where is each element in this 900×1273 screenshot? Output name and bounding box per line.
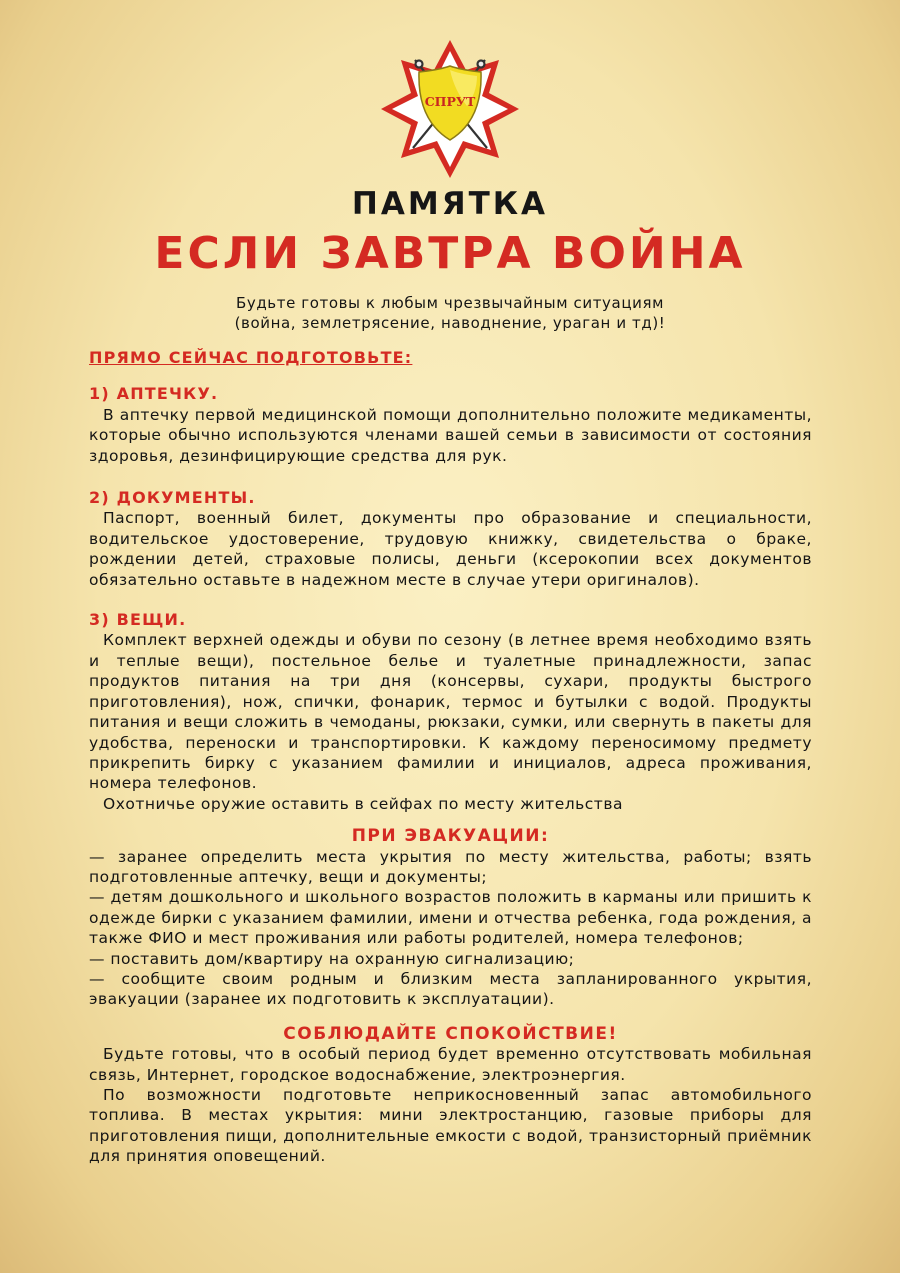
sprut-logo: [381, 40, 519, 178]
main-content: [89, 348, 812, 1167]
intro: [0, 293, 900, 333]
intro-line-1: Будьте готовы к любым чрезвычайным ситуациям: [235, 294, 665, 312]
intro-line-2: (война, землетрясение, наводнение, ураган и тд)!: [234, 314, 666, 332]
evacuation-item: — сообщите своим родным и близким места запланированного укрытия, эвакуации (заранее их подготовить к эксплуатации).: [89, 969, 812, 1009]
section-text-things: Комплект верхней одежды и обуви по сезону (в летнее время необходимо взять и теплые вещи), постельное белье и туалетные принадлежности, запас продуктов питания на три дня (консервы, сухари, продукты быстрого приготовления), нож, спички, фонарик, термос и бутылки с водой. Продукты питания и вещи сложить в чемоданы, рюкзаки, сумки, или свернуть в пакеты для удобства, переноски и транспортировки. К каждому переносимому предмету прикрепить бирку с указанием фамилии и инициалов, адреса проживания, номера телефонов.: [89, 631, 812, 793]
page-title: ЕСЛИ ЗАВТРА ВОЙНА: [154, 228, 746, 279]
section-text-weapons: Охотничье оружие оставить в сейфах по месту жительства: [103, 794, 623, 813]
section-heading-things: 3) ВЕЩИ.: [89, 610, 187, 630]
section-heading-documents: 2) ДОКУМЕНТЫ.: [89, 488, 256, 508]
evacuation-item: — поставить дом/квартиру на охранную сигнализацию;: [89, 949, 575, 968]
prepare-heading: ПРЯМО СЕЙЧАС ПОДГОТОВЬТЕ:: [89, 348, 413, 367]
evacuation-item: — детям дошкольного и школьного возрастов положить в карманы или пришить к одежде бирки с указанием фамилии, имени и отчества ребенка, года рождения, а также ФИО и мест проживания или работы родителей, номера телефонов;: [89, 888, 812, 948]
section-text-first-aid: В аптечку первой медицинской помощи дополнительно положите медикаменты, которые обычно используются членами вашей семьи в зависимости от состояния здоровья, дезинфицирующие средства для рук.: [89, 405, 812, 465]
calm-paragraph: Будьте готовы, что в особый период будет временно отсутствовать мобильная связь, Интернет, городское водоснабжение, электроэнергия.: [89, 1045, 812, 1084]
calm-paragraph: По возможности подготовьте неприкосновенный запас автомобильного топлива. В местах укрытия: мини электростанцию, газовые приборы для приготовления пищи, дополнительные емкости с водой, транзисторный приёмник для принятия оповещений.: [89, 1086, 812, 1166]
page-subtitle: ПАМЯТКА: [351, 186, 549, 222]
calm-heading: СОБЛЮДАЙТЕ СПОКОЙСТВИЕ!: [283, 1023, 618, 1044]
logo-text: СПРУТ: [424, 94, 476, 109]
section-heading-first-aid: 1) АПТЕЧКУ.: [89, 384, 219, 404]
evacuation-heading: ПРИ ЭВАКУАЦИИ:: [351, 826, 550, 847]
section-text-documents: Паспорт, военный билет, документы про образование и специальности, водительское удостоверение, трудовую книжку, свидетельства о браке, рождении детей, страховые полисы, деньги (ксерокопии всех документов обязательно оставьте в надежном месте в случае утери оригиналов).: [89, 509, 812, 589]
evacuation-item: — заранее определить места укрытия по месту жительства, работы; взять подготовленные аптечку, вещи и документы;: [89, 847, 812, 886]
